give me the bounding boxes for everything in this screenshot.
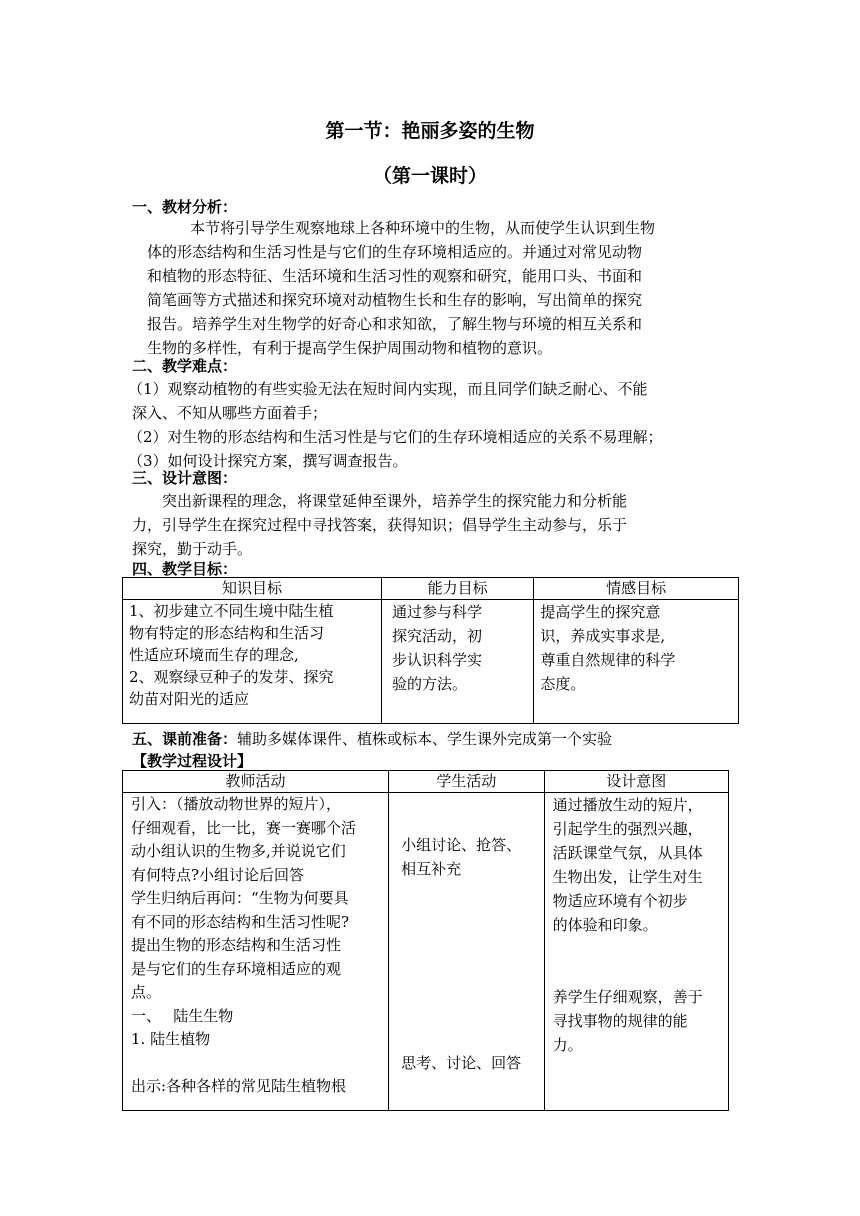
design-line: 通过播放生动的短片，: [552, 796, 703, 814]
teacher-line: 有不同的形态结构和生活习性呢?: [131, 912, 350, 931]
teacher-line: 点。: [131, 983, 162, 1001]
s2-line: （3）如何设计探究方案，撰写调查报告。: [128, 452, 408, 470]
section-2-heading: 二、教学难点：: [132, 357, 238, 375]
goal-line: 态度。: [540, 675, 586, 693]
goals-header-emotion: 情感目标: [534, 578, 739, 600]
teacher-line: 提出生物的形态结构和生活习性: [131, 936, 342, 954]
teacher-line: 出示:各种各样的常见陆生植物根: [131, 1077, 347, 1095]
process-header-teacher: 教师活动: [123, 771, 389, 793]
goal-line: 物有特定的形态结构和生活习: [129, 624, 325, 642]
teacher-line: [131, 1052, 382, 1076]
s2-line: 深入、不知从哪些方面着手；: [132, 404, 328, 422]
teacher-line: 一、 陆生生物: [131, 1006, 234, 1025]
s3-line: 力，引导学生在探究过程中寻找答案，获得知识；倡导学生主动参与，乐于: [132, 516, 628, 534]
goals-knowledge-cell: [123, 600, 382, 724]
goals-header-knowledge: 知识目标: [123, 578, 382, 600]
page-title: 第一节：艳丽多姿的生物: [325, 120, 535, 142]
design-line: 力。: [552, 1036, 583, 1054]
goal-line: 探究活动，初: [391, 627, 482, 645]
student-line: 思考、讨论、回答: [401, 1054, 522, 1072]
design-line: 物适应环境有个初步: [552, 892, 688, 910]
teacher-line: 是与它们的生存环境相适应的观: [131, 959, 342, 978]
s1-line: 本节将引导学生观察地球上各种环境中的生物，从而使学生认识到生物: [190, 219, 656, 237]
design-line: 的体验和印象。: [552, 916, 658, 934]
goals-emotion-cell: [534, 600, 739, 724]
design-line: 生物出发，让学生对生: [552, 868, 703, 886]
goal-line: 尊重自然规律的科学: [540, 651, 676, 669]
s1-line: 生物的多样性，有利于提高学生保护周围动物和植物的意识。: [147, 339, 553, 357]
s1-line: 报告。培养学生对生物学的好奇心和求知欲，了解生物与环境的相互关系和: [147, 315, 643, 333]
student-activity-cell: [389, 793, 545, 1111]
goal-line: 识，养成实事求是,: [540, 627, 666, 645]
design-line: 活跃课堂气氛，从具体: [552, 844, 703, 862]
s2-line: （2）对生物的形态结构和生活习性是与它们的生存环境相适应的关系不易理解；: [128, 428, 663, 446]
goal-line: 步认识科学实: [391, 651, 482, 669]
s2-line: （1）观察动植物的有些实验无法在短时间内实现，而且同学们缺乏耐心、不能: [128, 380, 648, 398]
section-5: [132, 728, 612, 749]
design-line: 引起学生的强烈兴趣，: [552, 820, 703, 838]
goal-line: 幼苗对阳光的适应: [129, 690, 250, 708]
section-1-heading: 一、教材分析：: [132, 198, 238, 216]
design-intent-cell: [544, 793, 728, 1111]
section-5-text: 辅助多媒体课件、植株或标本、学生课外完成第一个实验: [237, 730, 613, 748]
s1-line: 简笔画等方式描述和探究环境对动植物生长和生存的影响，写出简单的探究: [147, 291, 643, 309]
goals-table: [122, 577, 739, 724]
goal-line: 验的方法。: [391, 675, 467, 693]
goal-line: 2、观察绿豆种子的发芽、探究: [129, 668, 334, 686]
teacher-line: 引入：（播放动物世界的短片），: [131, 795, 342, 813]
goal-line: 性适应环境而生存的理念,: [129, 646, 299, 664]
s3-line: 突出新课程的理念，将课堂延伸至课外，培养学生的探究能力和分析能: [162, 492, 628, 510]
teacher-line: 有何特点?小组讨论后回答: [131, 865, 305, 884]
page-subtitle: （第一课时）: [372, 165, 487, 187]
student-line: 相互补充: [401, 860, 462, 878]
teacher-line: 仔细观看，比一比，赛一赛哪个活: [131, 818, 357, 837]
section-5-heading: 五、课前准备：: [132, 730, 238, 748]
s3-line: 探究，勤于动手。: [132, 540, 253, 558]
process-table: [122, 770, 729, 1111]
s1-line: 体的形态结构和生活习性是与它们的生存环境相适应的。并通过对常见动物: [147, 243, 643, 261]
teacher-line: 动小组认识的生物多,并说说它们: [131, 842, 346, 860]
teacher-line: 学生归纳后再问：“生物为何要具: [131, 889, 349, 907]
goals-header-ability: 能力目标: [381, 578, 533, 600]
design-line: 养学生仔细观察，善于: [552, 988, 703, 1006]
design-line: 寻找事物的规律的能: [552, 1012, 688, 1030]
process-heading: 【教学过程设计】: [132, 752, 253, 770]
goal-line: 通过参与科学: [391, 603, 482, 621]
student-line: 小组讨论、抢答、: [401, 836, 522, 854]
goal-line: 1、初步建立不同生境中陆生植: [129, 602, 334, 620]
teacher-line: 1. 陆生植物: [131, 1030, 211, 1048]
process-header-student: 学生活动: [389, 771, 545, 793]
goal-line: 提高学生的探究意: [540, 603, 661, 621]
goals-ability-cell: [381, 600, 533, 724]
process-header-design: 设计意图: [544, 771, 728, 793]
section-3-heading: 三、设计意图：: [132, 469, 238, 487]
s1-line: 和植物的形态特征、生活环境和生活习性的观察和研究，能用口头、书面和: [147, 267, 643, 285]
section-4-heading: 四、教学目标：: [132, 560, 238, 578]
teacher-activity-cell: [123, 793, 389, 1111]
